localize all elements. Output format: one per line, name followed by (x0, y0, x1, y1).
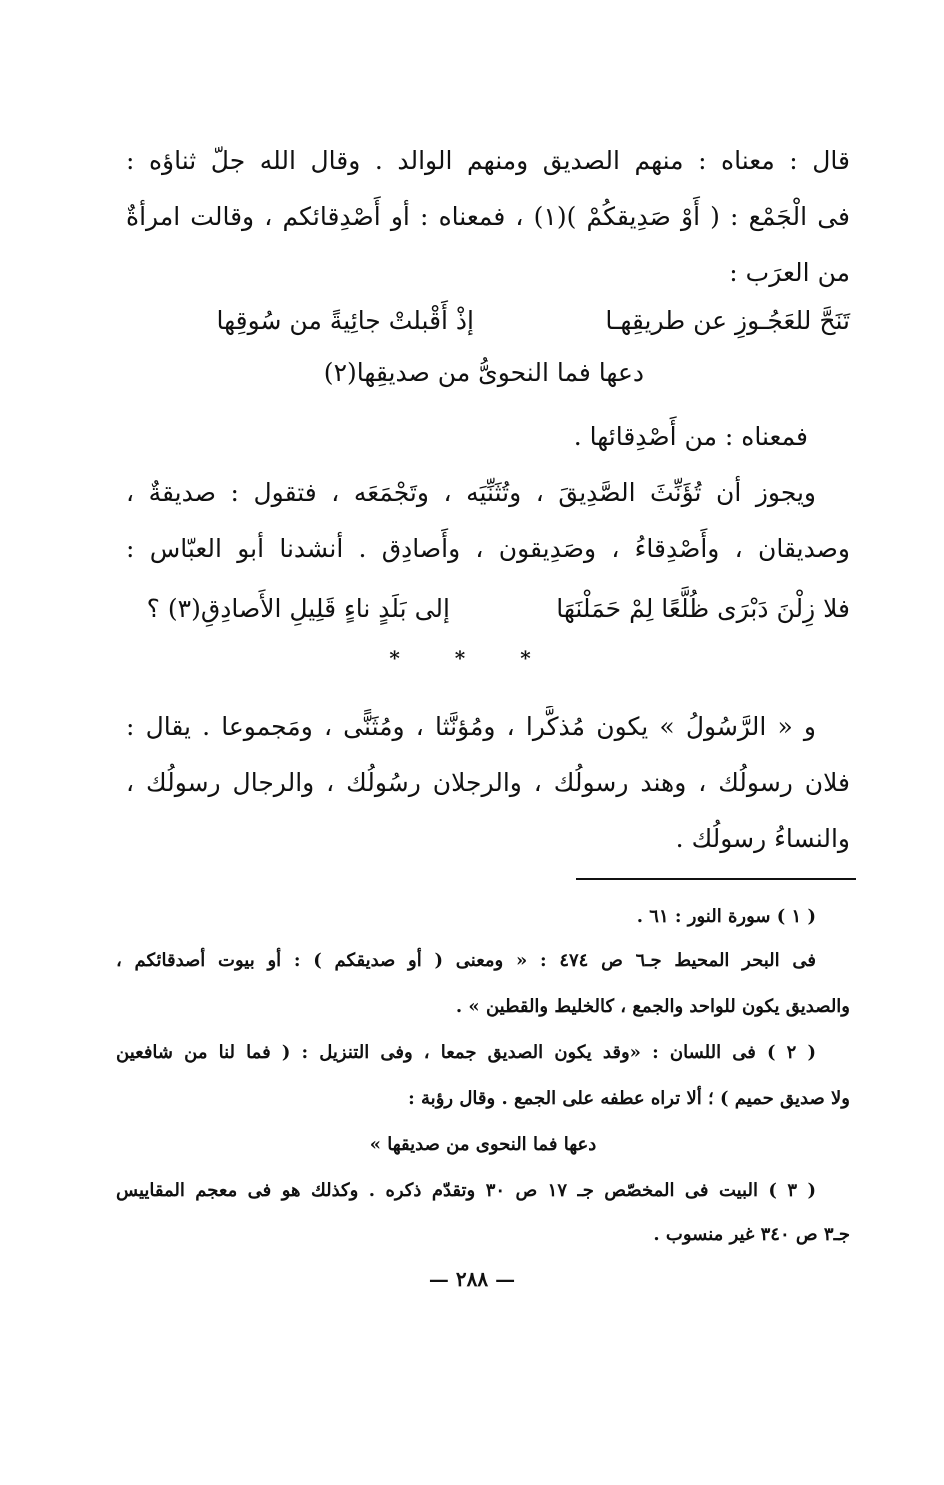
verse-line: دعها فما النحوىُّ من صديقِها(٢) (323, 358, 644, 387)
footnote-line: ( ١ ) سورة النور : ٦١ . (636, 906, 816, 927)
body-line: قال : معناه : منهم الصديق ومنهم الوالد . وقال الله جلّ ثناؤه : (126, 146, 850, 175)
footnote-line: جـ٣ ص ٣٤٠ غير منسوب . (653, 1224, 850, 1245)
body-line: ويجوز أن تُؤَنِّثَ الصَّدِيقَ ، وتُثَنِّيَه ، وتَجْمَعَه ، فتقول : صديقةٌ ، (126, 478, 816, 507)
body-line: و « الرَّسُولُ » يكون مُذكَّرا ، ومُؤنَّثا ، ومُثَنًّى ، ومَجموعا . يقال : (126, 712, 816, 741)
footnote-line: دعها فما النحوى من صديقها » (369, 1134, 597, 1155)
verse-hemistich-2: إلى بَلَدٍ ناءٍ قَلِيلِ الأَصادِقِ(٣) ؟ (146, 594, 450, 623)
verse-hemistich-1: فلا زِلْنَ دَبْرَى ظُلَّعًا لِمْ حَمَلْنَهَا (556, 594, 850, 623)
body-line: وصديقان ، وأَصْدِقاءُ ، وصَدِيقون ، وأَصادِق . أنشدنا أبو العبّاس : (126, 534, 850, 563)
body-line: من العرَب : (729, 258, 850, 287)
body-line: فى الْجَمْع : ( أَوْ صَدِيقكُمْ )(١) ، فمعناه : أو أَصْدِقائكم ، وقالت امرأةٌ (126, 202, 850, 231)
body-line: فلان رسولُك ، وهند رسولُك ، والرجلان رسُولُك ، والرجال رسولُك ، (126, 768, 850, 797)
footnote-divider (576, 878, 856, 880)
footnote-line: والصديق يكون للواحد والجمع ، كالخليط والقطين » . (455, 996, 850, 1017)
body-line: فمعناه : من أَصْدِقائها . (573, 422, 808, 451)
verse-hemistich-1: تَنَحَّ للعَجُـوزِ عن طريقِهـا (605, 306, 850, 335)
footnote-line: ( ٣ ) البيت فى المخصّص جـ ١٧ ص ٣٠ وتقدّم ذكره . وكذلك هو فى معجم المقاييس (116, 1180, 816, 1201)
body-line: والنساءُ رسولُك . (675, 824, 850, 853)
page-number: — ٢٨٨ — (428, 1267, 516, 1291)
footnote-line: فى البحر المحيط جـ٦ ص ٤٧٤ : « ومعنى ( أو صديقكم ) : أو بيوت أصدقائكم ، (116, 950, 816, 971)
verse-hemistich-2: إذْ أَقْبلتْ جائِيةً من سُوقِها (216, 306, 474, 335)
footnote-line: ولا صديق حميم ) ؛ ألا تراه عطفه على الجمع . وقال رؤبة : (408, 1088, 850, 1109)
footnote-line: ( ٢ ) فى اللسان : «وقد يكون الصديق جمعا ، وفى التنزيل : ( فما لنا من شافعين (116, 1042, 816, 1063)
section-separator: * * * (389, 646, 555, 670)
